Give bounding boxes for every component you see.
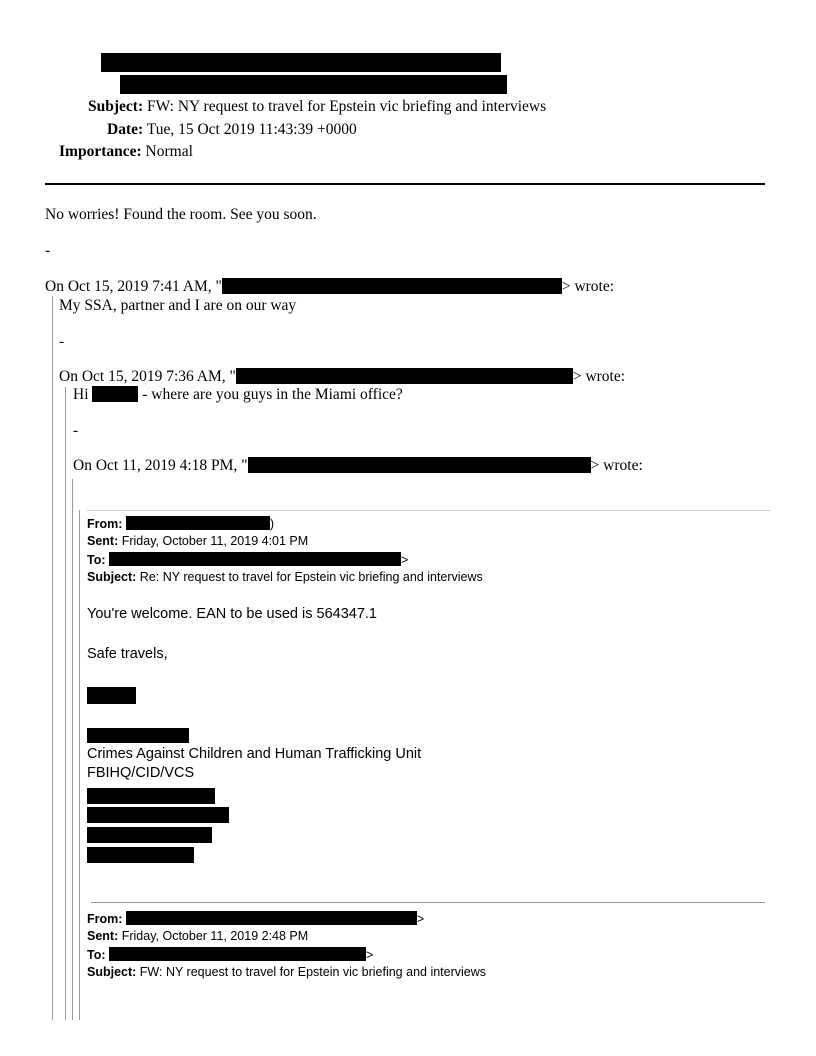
msg2-separator: [91, 902, 765, 903]
msg1-redaction-to: [109, 552, 401, 566]
header-subject-value: FW: NY request to travel for Epstein vic briefing and interviews: [146, 98, 547, 115]
msg2-from-label: From:: [87, 912, 123, 926]
msg2-redaction-from: [126, 911, 417, 925]
quote1-dash: -: [59, 333, 65, 350]
msg1-line1: You're welcome. EAN to be used is 564347.1: [87, 606, 377, 622]
msg2-sent-label: Sent:: [87, 929, 119, 943]
quote2-text: [73, 386, 403, 404]
body-dash: -: [45, 242, 51, 259]
msg1-line2: Safe travels,: [87, 646, 168, 662]
msg2-sent: [87, 929, 308, 943]
msg2-subject: [87, 965, 486, 979]
redaction-to: [120, 75, 507, 94]
quote-bar-level3: [72, 479, 73, 1020]
msg2-from: [87, 911, 424, 926]
quote2-attribution: [59, 368, 625, 386]
msg2-sent-value: Friday, October 11, 2019 2:48 PM: [121, 929, 309, 943]
quote2-text-pre: Hi: [73, 386, 89, 403]
msg2-subject-value: FW: NY request to travel for Epstein vic briefing and interviews: [139, 965, 487, 979]
header-date-value: Tue, 15 Oct 2019 11:43:39 +0000: [146, 121, 357, 138]
header-date: [107, 121, 357, 139]
msg1-sent-label: Sent:: [87, 534, 119, 548]
msg1-sent: [87, 534, 308, 548]
quote3-redaction-sender: [248, 457, 591, 473]
msg1-to-suffix: >: [401, 553, 409, 567]
quote3-attrib-prefix: On Oct 11, 2019 4:18 PM, ": [73, 457, 248, 474]
quote1-text: My SSA, partner and I are on our way: [59, 297, 297, 314]
quote3-attribution: [73, 457, 643, 475]
header-subject: [88, 98, 546, 116]
msg1-sig-redaction-title: [87, 728, 189, 743]
header-subject-label: Subject:: [88, 98, 144, 115]
quote2-text-post: - where are you guys in the Miami office?: [138, 386, 403, 403]
msg1-sig-unit: Crimes Against Children and Human Trafficking Unit: [87, 746, 422, 762]
msg1-subject: [87, 570, 483, 584]
header-divider: [45, 183, 765, 185]
msg2-subject-label: Subject:: [87, 965, 137, 979]
quote3-attrib-suffix: > wrote:: [590, 457, 643, 474]
msg1-from-label: From:: [87, 517, 123, 531]
body-line: No worries! Found the room. See you soon.: [45, 206, 317, 223]
msg1-sig-redaction-line3: [87, 827, 212, 843]
quote2-attrib-prefix: On Oct 15, 2019 7:36 AM, ": [59, 368, 236, 385]
quote2-attrib-suffix: > wrote:: [572, 368, 626, 385]
msg2-to-suffix: >: [366, 948, 374, 962]
header-date-label: Date:: [107, 121, 144, 138]
msg1-sig-org: FBIHQ/CID/VCS: [87, 765, 195, 781]
msg1-sig-redaction-line1: [87, 788, 215, 804]
quote1-redaction-sender: [222, 278, 562, 294]
header-importance-value: Normal: [145, 143, 193, 160]
quote1-attribution: [45, 278, 614, 296]
msg2-redaction-to: [109, 947, 366, 961]
quote2-redaction-name: [92, 386, 138, 402]
msg1-subject-label: Subject:: [87, 570, 137, 584]
quote2-redaction-sender: [236, 368, 573, 384]
quote-bar-level4: [79, 510, 80, 1020]
quote-bar-level1: [52, 296, 53, 1020]
quote2-dash: -: [73, 422, 79, 439]
quote-bar-level2: [65, 387, 66, 1020]
msg1-to-label: To:: [87, 553, 106, 567]
msg1-redaction-from: [126, 516, 270, 530]
msg1-sent-value: Friday, October 11, 2019 4:01 PM: [121, 534, 309, 548]
msg1-from-suffix: ): [269, 517, 275, 531]
header-importance-label: Importance:: [59, 143, 142, 160]
msg2-from-suffix: >: [416, 912, 425, 926]
msg2-to-label: To:: [87, 948, 106, 962]
header-importance: [59, 143, 193, 161]
msg1-subject-value: Re: NY request to travel for Epstein vic briefing and interviews: [139, 570, 483, 584]
msg1-from: [87, 516, 274, 531]
quote1-attrib-prefix: On Oct 15, 2019 7:41 AM, ": [45, 278, 222, 295]
redaction-from: [101, 53, 501, 72]
quote1-attrib-suffix: > wrote:: [561, 278, 615, 295]
msg1-sig-redaction-line4: [87, 847, 194, 863]
msg1-to: [87, 552, 408, 567]
msg2-to: [87, 947, 373, 962]
msg1-sig-redaction-name: [87, 687, 136, 704]
msg1-separator: [87, 510, 770, 511]
msg1-sig-redaction-line2: [87, 807, 229, 823]
